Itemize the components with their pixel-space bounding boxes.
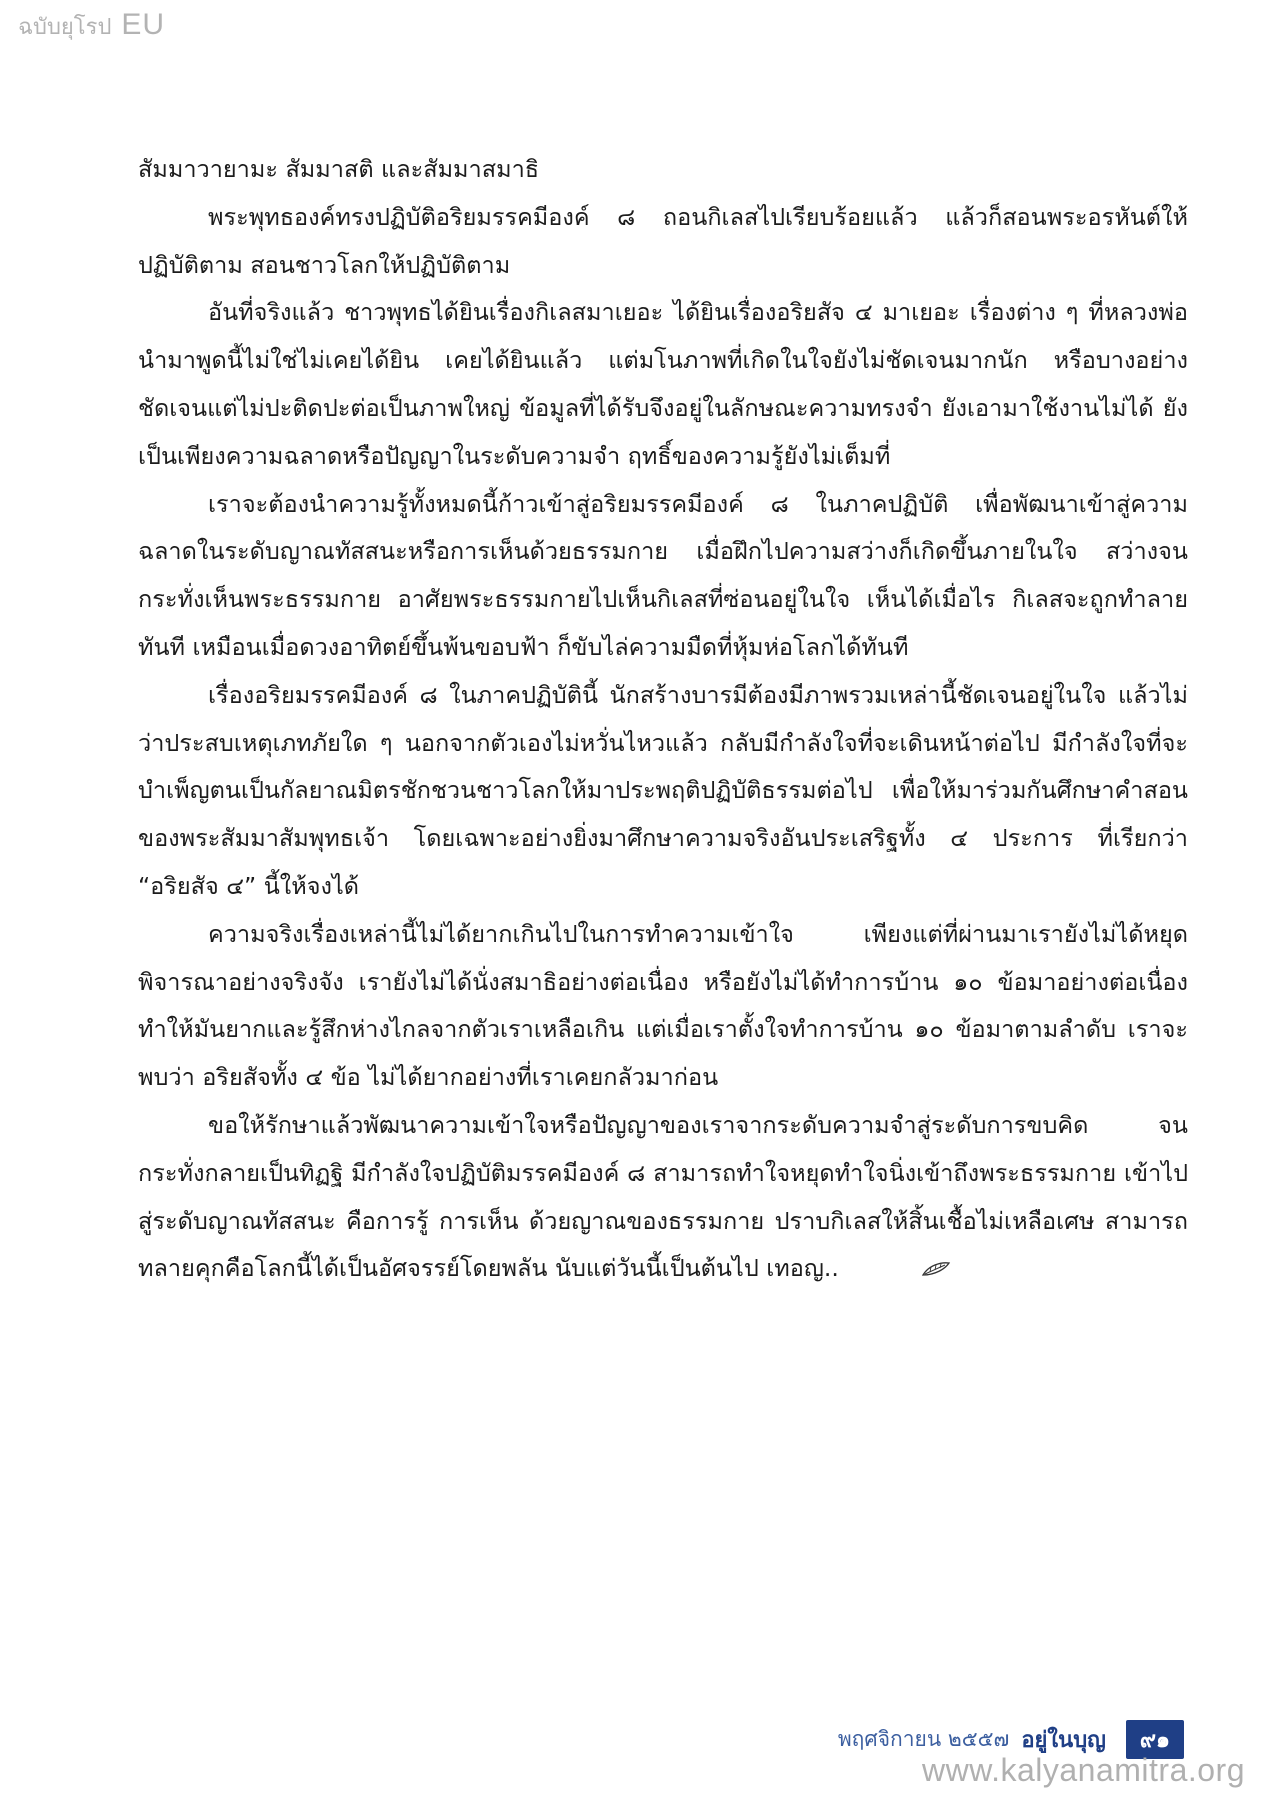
paragraph: อันที่จริงแล้ว ชาวพุทธได้ยินเรื่องกิเลสมาเยอะ ได้ยินเรื่องอริยสัจ ๔ มาเยอะ เรื่องต่าง ๆ ที่หลวงพ่อนำมาพูดนี้ไม่ใช่ไม่เคยได้ยิน เคยได้ยินแล้ว แต่มโนภาพที่เกิดในใจยังไม่ชัดเจนมากนัก หรือบางอย่างชัดเจนแต่ไม่ปะติดปะต่อเป็นภาพใหญ่ ข้อมูลที่ได้รับจึงอยู่ในลักษณะความทรงจำ ยังเอามาใช้งานไม่ได้ ยังเป็นเพียงความฉลาดหรือปัญญาในระดับความจำ ฤทธิ์ของความรู้ยังไม่เต็มที่: [138, 298, 1188, 470]
paragraph: ความจริงเรื่องเหล่านี้ไม่ได้ยากเกินไปในการทำความเข้าใจ เพียงแต่ที่ผ่านมาเรายังไม่ได้หยุดพิจารณาอย่างจริงจัง เรายังไม่ได้นั่งสมาธิอย่างต่อเนื่อง หรือยังไม่ได้ทำการบ้าน ๑๐ ข้อมาอย่างต่อเนื่อง ทำให้มันยากและรู้สึกห่างไกลจากตัวเราเหลือเกิน แต่เมื่อเราตั้งใจทำการบ้าน ๑๐ ข้อมาตามลำดับ เราจะพบว่า อริยสัจทั้ง ๔ ข้อ ไม่ได้ยากอย่างที่เราเคยกลัวมาก่อน: [138, 919, 1188, 1092]
edition-code: EU: [121, 8, 166, 41]
edition-header: [18, 8, 165, 44]
paragraph-last: [138, 1102, 1188, 1294]
magazine-name: อยู่ในบุญ: [1021, 1728, 1106, 1753]
paragraph-last-text: ขอให้รักษาแล้วพัฒนาความเข้าใจหรือปัญญาของเราจากระดับความจำสู่ระดับการขบคิด จนกระทั่งกลายเป็นทิฏฐิ มีกำลังใจปฏิบัติมรรคมีองค์ ๘ สามารถทำใจหยุดทำใจนิ่งเข้าถึงพระธรรมกาย เข้าไปสู่ระดับญาณทัสสนะ คือการรู้ การเห็น ด้วยญาณของธรรมกาย ปราบกิเลสให้สิ้นเชื้อไม่เหลือเศษ สามารถทลายคุกคือโลกนี้ได้เป็นอัศจรรย์โดยพลัน นับแต่วันนี้เป็นต้นไป เทอญ..: [138, 1110, 1188, 1283]
paragraph: เรื่องอริยมรรคมีองค์ ๘ ในภาคปฏิบัตินี้ นักสร้างบารมีต้องมีภาพรวมเหล่านี้ชัดเจนอยู่ในใจ แล้วไม่ว่าประสบเหตุเภทภัยใด ๆ นอกจากตัวเองไม่หวั่นไหวแล้ว กลับมีกำลังใจที่จะเดินหน้าต่อไป มีกำลังใจที่จะบำเพ็ญตนเป็นกัลยาณมิตรชักชวนชาวโลกให้มาประพฤติปฏิบัติธรรมต่อไป เพื่อให้มาร่วมกันศึกษาคำสอนของพระสัมมาสัมพุทธเจ้า โดยเฉพาะอย่างยิ่งมาศึกษาความจริงอันประเสริฐทั้ง ๔ ประการ ที่เรียกว่า “อริยสัจ ๔” นี้ให้จงได้: [138, 680, 1188, 900]
edition-label: ฉบับยุโรป: [18, 15, 112, 40]
article-body: [138, 146, 1188, 1294]
leaf-ornament-icon: [851, 1246, 951, 1294]
paragraph: สัมมาวายามะ สัมมาสติ และสัมมาสมาธิ: [138, 155, 540, 183]
paragraph: เราจะต้องนำความรู้ทั้งหมดนี้ก้าวเข้าสู่อริยมรรคมีองค์ ๘ ในภาคปฏิบัติ เพื่อพัฒนาเข้าสู่ความฉลาดในระดับญาณทัสสนะหรือการเห็นด้วยธรรมกาย เมื่อฝึกไปความสว่างก็เกิดขึ้นภายในใจ สว่างจนกระทั่งเห็นพระธรรมกาย อาศัยพระธรรมกายไปเห็นกิเลสที่ซ่อนอยู่ในใจ เห็นได้เมื่อไร กิเลสจะถูกทำลายทันที เหมือนเมื่อดวงอาทิตย์ขึ้นพ้นขอบฟ้า ก็ขับไล่ความมืดที่หุ้มห่อโลกได้ทันที: [138, 489, 1188, 661]
paragraph: พระพุทธองค์ทรงปฏิบัติอริยมรรคมีองค์ ๘ ถอนกิเลสไปเรียบร้อยแล้ว แล้วก็สอนพระอรหันต์ให้ปฏิบัติตาม สอนชาวโลกให้ปฏิบัติตาม: [138, 202, 1188, 279]
issue-date: พฤศจิกายน ๒๕๕๗: [837, 1727, 1010, 1751]
page-number: ๙๑: [1126, 1720, 1184, 1759]
website-url[interactable]: www.kalyanamitra.org: [922, 1752, 1245, 1788]
